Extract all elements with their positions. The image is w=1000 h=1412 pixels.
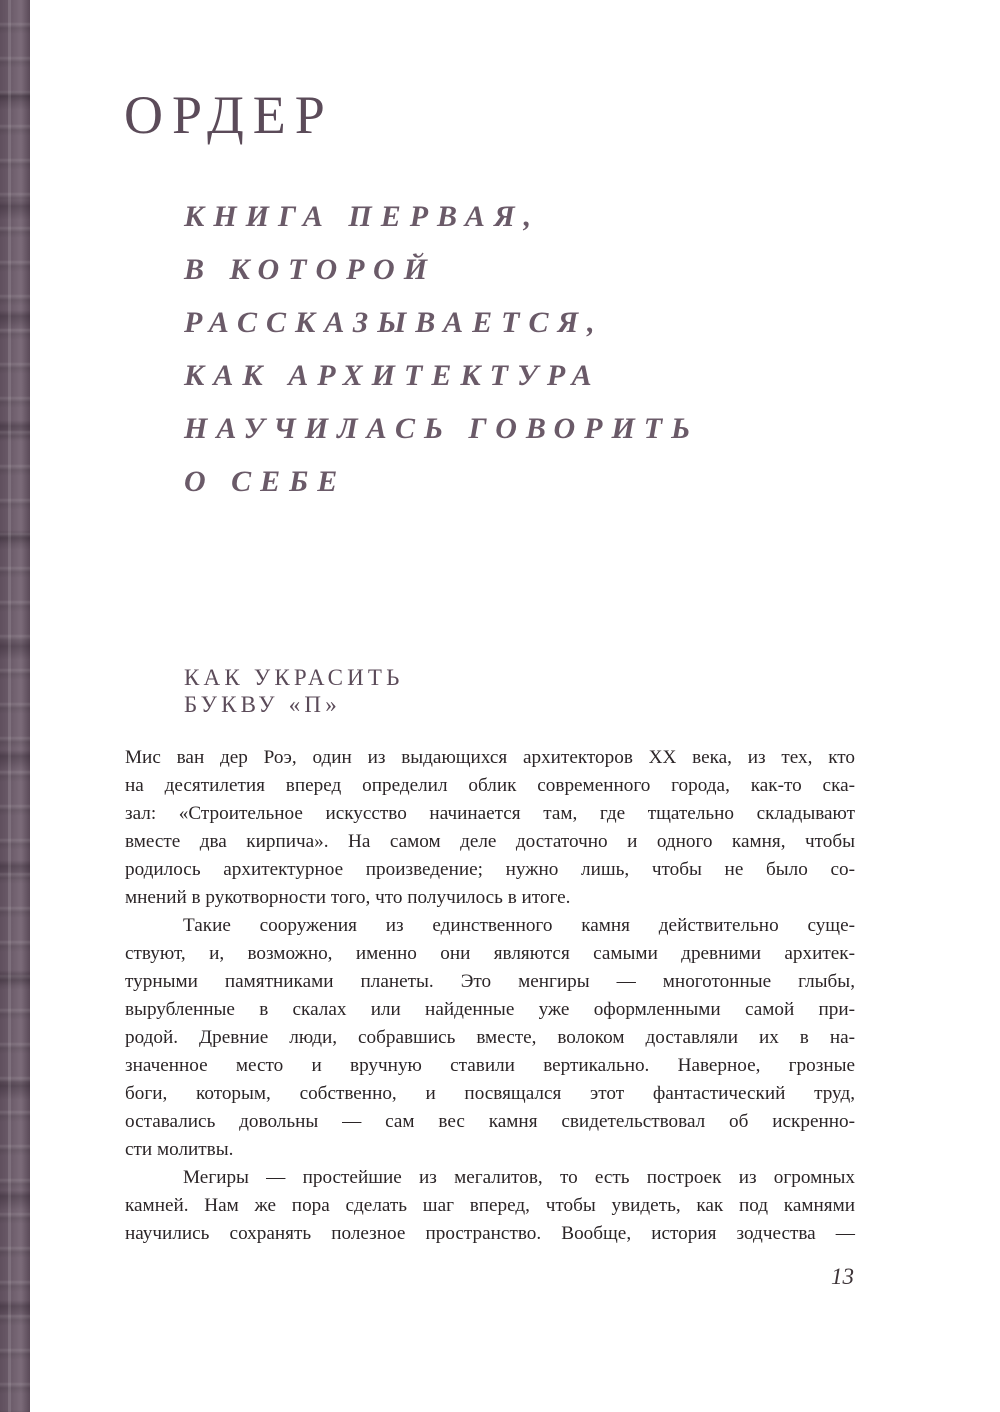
body-text [125, 744, 855, 1248]
book-subtitle-line: РАССКАЗЫВАЕТСЯ, [184, 306, 604, 339]
body-line: боги, которым, собственно, и посвящался этот фантастический труд, [125, 1083, 855, 1104]
body-line: ствуют, и, возможно, именно они являются самыми древними архитек- [125, 943, 855, 964]
body-line: Такие сооружения из единственного камня действительно суще- [183, 915, 855, 936]
page-number: 13 [831, 1264, 854, 1289]
book-subtitle-line: НАУЧИЛАСЬ ГОВОРИТЬ [184, 412, 700, 445]
body-line: родилось архитектурное произведение; нужно лишь, чтобы не было со- [125, 859, 855, 880]
body-line: камней. Нам же пора сделать шаг вперед, чтобы увидеть, как под камнями [125, 1195, 855, 1216]
body-line: родой. Древние люди, собравшись вместе, волоком доставляли их в на- [125, 1027, 855, 1048]
body-line: вырубленные в скалах или найденные уже оформленными самой при- [125, 999, 855, 1020]
body-line: на десятилетия вперед определил облик современного города, как-то ска- [125, 775, 855, 796]
body-line: Мегиры — простейшие из мегалитов, то есть построек из огромных [183, 1167, 855, 1188]
section-heading-line: БУКВУ «П» [184, 692, 341, 717]
body-line: мнений в рукотворности того, что получилось в итоге. [125, 887, 571, 908]
body-line: значенное место и вручную ставили вертикально. Наверное, грозные [125, 1055, 855, 1076]
body-line: оставались довольны — сам вес камня свидетельствовал об искренно- [125, 1111, 855, 1132]
body-line: научились сохранять полезное пространство. Вообще, история зодчества — [125, 1223, 855, 1244]
chapter-title: ОРДЕР [124, 85, 334, 145]
section-heading [184, 664, 404, 718]
section-heading-line: КАК УКРАСИТЬ [184, 665, 404, 690]
body-line: сти молитвы. [125, 1139, 234, 1160]
body-line: вместе два кирпича». На самом деле достаточно и одного камня, чтобы [125, 831, 855, 852]
body-line: Мис ван дер Роэ, один из выдающихся архитекторов XX века, из тех, кто [125, 747, 855, 768]
book-subtitle-line: В КОТОРОЙ [184, 253, 437, 286]
body-line: зал: «Строительное искусство начинается там, где тщательно складывают [125, 803, 855, 824]
book-subtitle-line: О СЕБЕ [184, 465, 347, 498]
book-subtitle-line: КНИГА ПЕРВАЯ, [184, 200, 541, 233]
book-subtitle [184, 190, 699, 508]
side-photo-strip [0, 0, 30, 1412]
body-line: турными памятниками планеты. Это менгиры — многотонные глыбы, [125, 971, 855, 992]
book-subtitle-line: КАК АРХИТЕКТУРА [184, 359, 601, 392]
